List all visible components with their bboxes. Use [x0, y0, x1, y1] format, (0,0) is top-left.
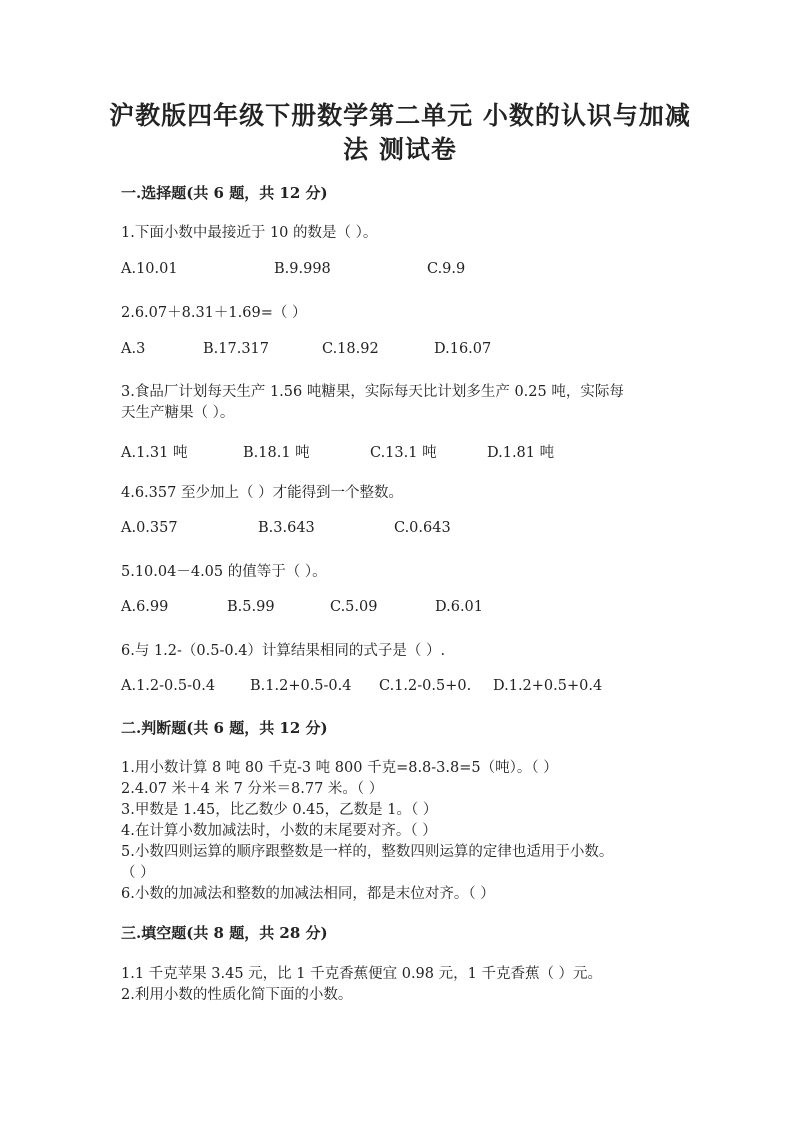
section-heading-choice: 一.选择题(共 6 题，共 12 分): [121, 184, 328, 202]
question-4-option-b: B.3.643: [258, 520, 315, 536]
question-3-option-d: D.1.81 吨: [487, 445, 555, 461]
question-6: 6.与 1.2-（0.5-0.4）计算结果相同的式子是（ ）.: [121, 643, 446, 659]
question-4-option-c: C.0.643: [394, 520, 451, 536]
question-3-line-1: 3.食品厂计划每天生产 1.56 吨糖果，实际每天比计划多生产 0.25 吨，实际每: [121, 384, 624, 400]
question-6-option-c: C.1.2-0.5+0.: [379, 678, 472, 694]
judge-3: 3.甲数是 1.45，比乙数少 0.45，乙数是 1。（ ）: [121, 802, 438, 818]
question-1: 1.下面小数中最接近于 10 的数是（ ）。: [121, 225, 378, 241]
question-6-option-a: A.1.2-0.5-0.4: [121, 678, 216, 694]
page-title-line-1: 沪教版四年级下册数学第二单元 小数的认识与加减: [109, 101, 691, 130]
question-4: 4.6.357 至少加上（ ）才能得到一个整数。: [121, 485, 404, 501]
question-4-option-a: A.0.357: [121, 520, 178, 536]
judge-5-line-1: 5.小数四则运算的顺序跟整数是一样的，整数四则运算的定律也适用于小数。: [121, 844, 614, 860]
question-6-option-b: B.1.2+0.5-0.4: [250, 678, 352, 694]
question-5: 5.10.04－4.05 的值等于（ ）。: [121, 564, 327, 580]
question-3-option-c: C.13.1 吨: [370, 445, 437, 461]
question-2-option-b: B.17.317: [203, 341, 270, 357]
question-5-option-d: D.6.01: [435, 599, 484, 615]
question-3-line-2: 天生产糖果（ ）。: [121, 405, 235, 421]
question-2-option-a: A.3: [121, 341, 146, 357]
question-2: 2.6.07＋8.31＋1.69=（ ）: [121, 305, 307, 321]
judge-5-line-2: （ ）: [121, 865, 155, 881]
question-2-option-c: C.18.92: [322, 341, 379, 357]
judge-1: 1.用小数计算 8 吨 80 千克-3 吨 800 千克=8.8-3.8=5（吨）。（ ）: [121, 760, 558, 776]
page-title-line-2: 法 测试卷: [343, 135, 457, 164]
question-5-option-b: B.5.99: [227, 599, 275, 615]
question-2-option-d: D.16.07: [434, 341, 492, 357]
question-3-option-b: B.18.1 吨: [243, 445, 310, 461]
section-heading-fill: 三.填空题(共 8 题，共 28 分): [121, 924, 328, 942]
fill-1: 1.1 千克苹果 3.45 元，比 1 千克香蕉便宜 0.98 元，1 千克香蕉（ ）元。: [121, 966, 603, 982]
judge-6: 6.小数的加减法和整数的加减法相同，都是末位对齐。（ ）: [121, 886, 495, 902]
judge-2: 2.4.07 米＋4 米 7 分米＝8.77 米。（ ）: [121, 781, 384, 797]
question-5-option-c: C.5.09: [330, 599, 378, 615]
question-3-option-a: A.1.31 吨: [121, 445, 188, 461]
judge-4: 4.在计算小数加减法时，小数的末尾要对齐。（ ）: [121, 823, 437, 839]
fill-2: 2.利用小数的性质化简下面的小数。: [121, 987, 353, 1003]
question-1-option-b: B.9.998: [274, 261, 331, 277]
question-1-option-c: C.9.9: [427, 261, 466, 277]
section-heading-judge: 二.判断题(共 6 题，共 12 分): [121, 719, 328, 737]
question-1-option-a: A.10.01: [121, 261, 178, 277]
question-5-option-a: A.6.99: [121, 599, 169, 615]
question-6-option-d: D.1.2+0.5+0.4: [493, 678, 603, 694]
